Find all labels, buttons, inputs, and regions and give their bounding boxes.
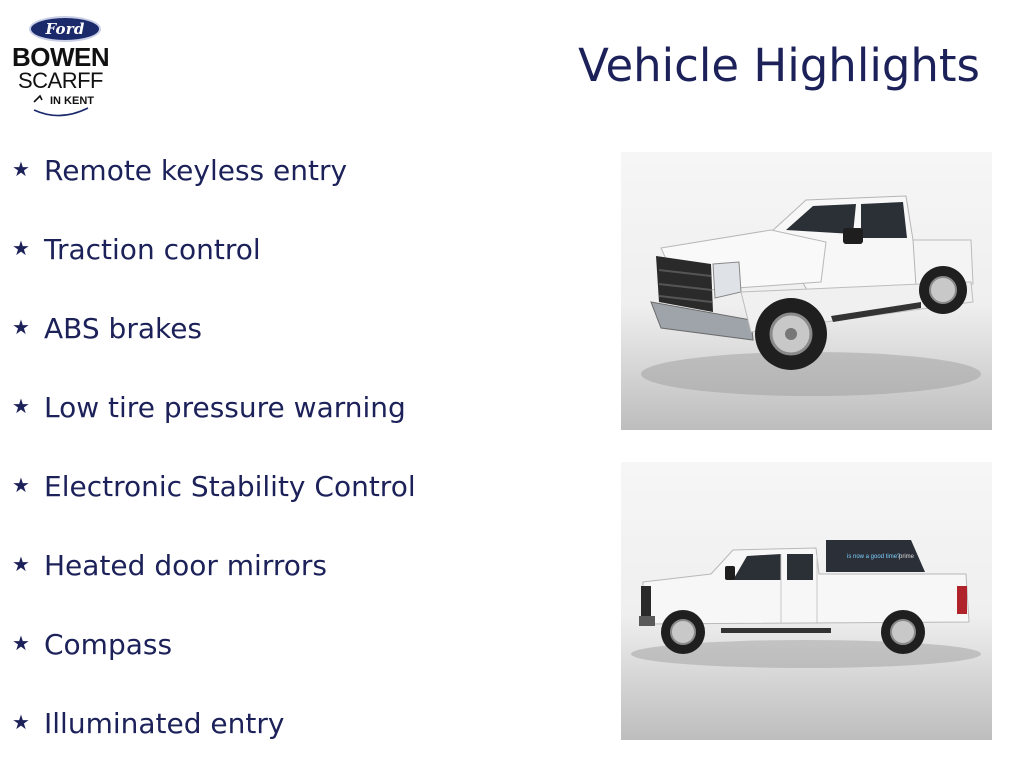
star-icon: ★ [12, 710, 30, 734]
highlight-label: Heated door mirrors [44, 549, 327, 582]
highlight-label: Illuminated entry [44, 707, 285, 740]
truck-front-quarter-photo [621, 152, 992, 430]
star-icon: ★ [12, 394, 30, 418]
highlight-label: Compass [44, 628, 173, 661]
tonneau-brand: prime [899, 554, 915, 560]
star-icon: ★ [12, 631, 30, 655]
list-item [12, 150, 416, 229]
list-item [12, 624, 416, 703]
list-item [12, 545, 416, 624]
list-item [12, 308, 416, 387]
highlight-label: Electronic Stability Control [44, 470, 416, 503]
dealer-logo [10, 14, 126, 122]
star-icon: ★ [12, 236, 30, 260]
highlights-list [12, 150, 416, 782]
ford-oval-logo [29, 16, 101, 42]
list-item [12, 703, 416, 782]
highlight-label: Traction control [44, 233, 261, 266]
highlight-label: Low tire pressure warning [44, 391, 406, 424]
logo-line-scarff: SCARFF [18, 68, 103, 93]
ford-logo-text: Ford [45, 20, 85, 38]
star-icon: ★ [12, 473, 30, 497]
star-icon: ★ [12, 552, 30, 576]
list-item [12, 229, 416, 308]
logo-line-kent: IN KENT [50, 95, 94, 107]
list-item [12, 466, 416, 545]
highlight-label: ABS brakes [44, 312, 203, 345]
highlight-label: Remote keyless entry [44, 154, 348, 187]
star-icon: ★ [12, 157, 30, 181]
star-icon: ★ [12, 315, 30, 339]
logo-line-bowen: BOWEN [12, 42, 110, 72]
list-item [12, 387, 416, 466]
page-title: Vehicle Highlights [578, 39, 980, 92]
tonneau-text: is now a good time? [847, 554, 901, 560]
truck-side-photo [621, 462, 992, 740]
